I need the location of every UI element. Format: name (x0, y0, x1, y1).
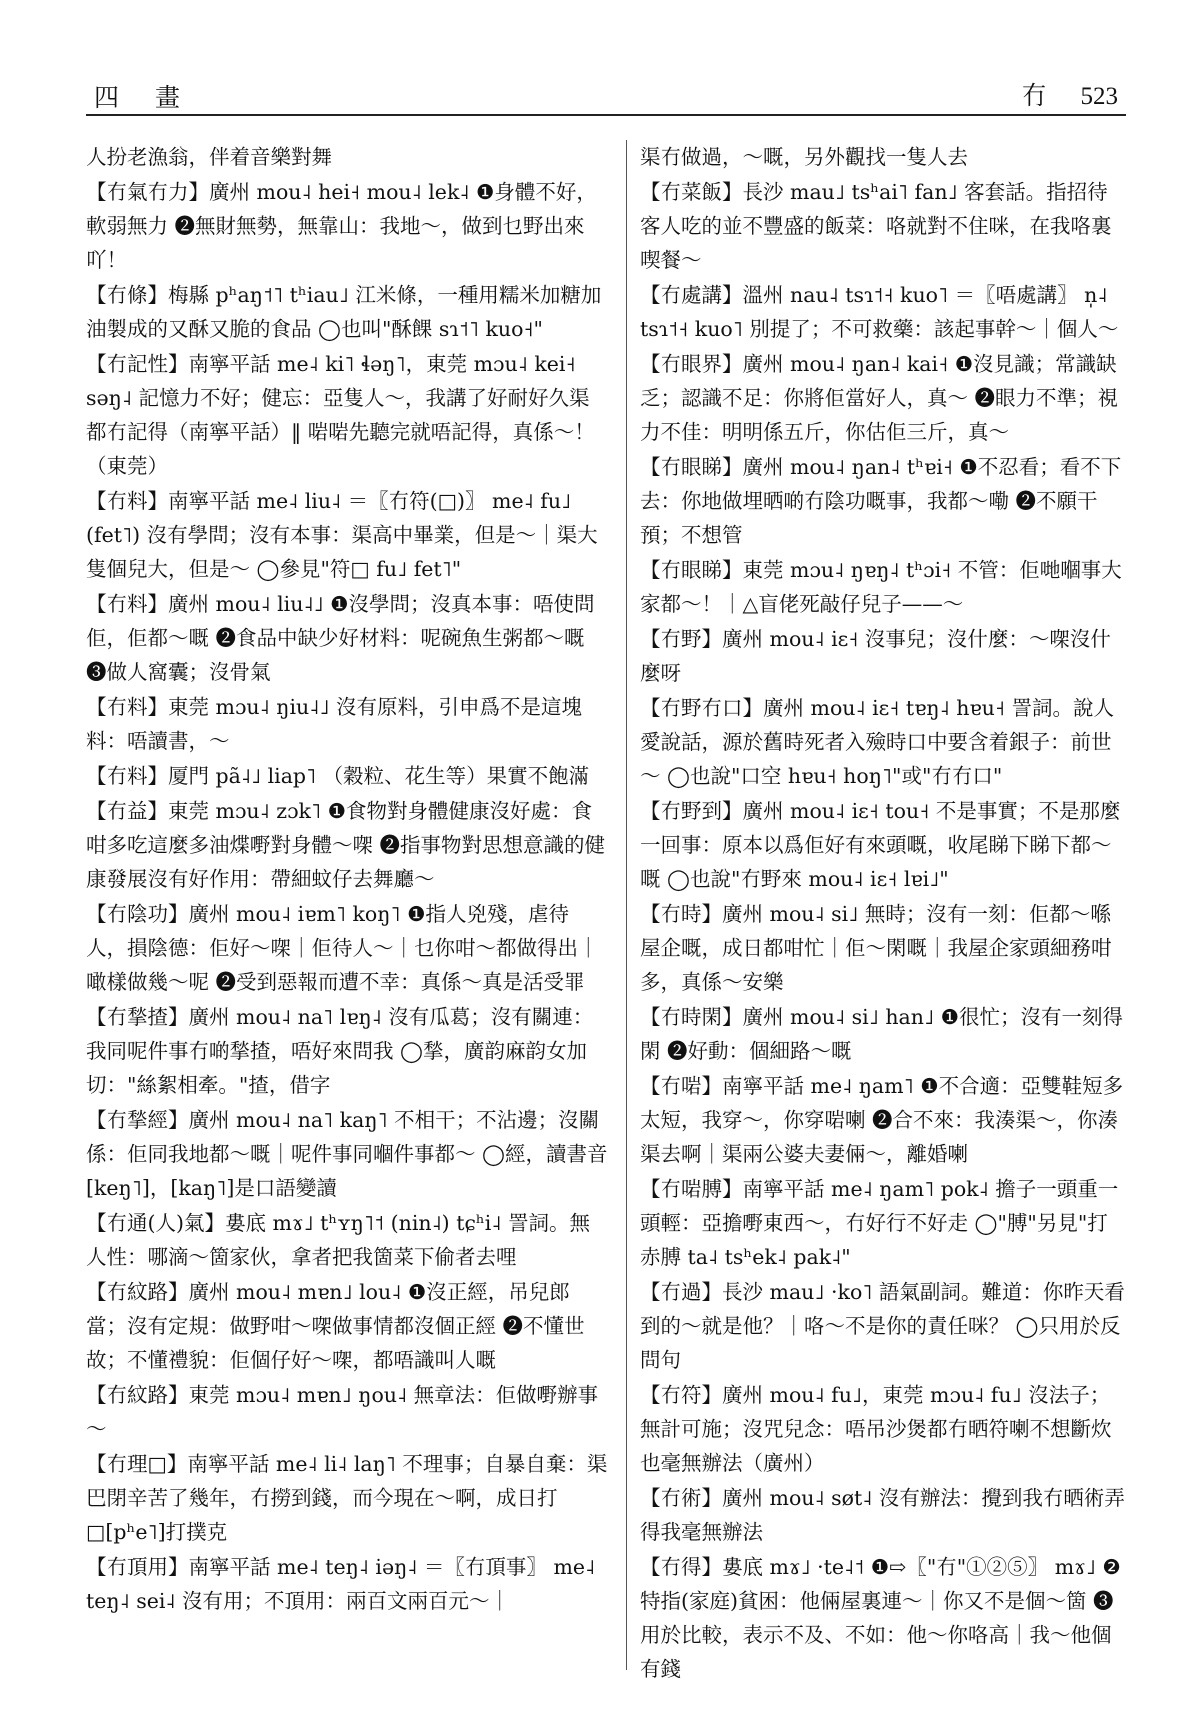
section-label: 四 畫 (94, 83, 194, 112)
dictionary-entry: 【冇野】廣州 mou˨ iɛ˧ 沒事兒；沒什麼：～㗎沒什麼呀 (640, 627, 1111, 685)
dictionary-entry: 人扮老漁翁，伴着音樂對舞 (86, 145, 332, 169)
dictionary-entry: 【冇料】厦門 pã˨˩ liap˥ （穀粒、花生等）果實不飽滿 (86, 764, 590, 788)
dictionary-entry: 【冇記性】南寧平話 me˨ ki˥ ɬəŋ˥，東莞 mɔu˨ kei˧ səŋ˨ 記憶力不好；健忘：亞隻人～，我講了好耐好久渠都冇記得（南寧平話）‖ 啱啱先聽完就唔記得，真係～！（東莞） (86, 352, 595, 478)
dictionary-entry: 【冇揫揸】廣州 mou˨ na˥ lɐŋ˨ 沒有瓜葛；沒有關連：我同呢件事冇啲揫揸，唔好來問我 ◯揫，廣韵麻韵女加切："絲絮相牽。"揸，借字 (86, 1005, 594, 1097)
dictionary-entry: 【冇時】廣州 mou˨ si˩ 無時；沒有一刻：佢都～喺屋企嘅，成日都咁忙｜佢～閑嘅｜我屋企家頭細務咁多，真係～安樂 (640, 902, 1112, 994)
dictionary-entry: 【冇啱膊】南寧平話 me˨ ŋam˥ pok˨ 擔子一頭重一頭輕：亞擔嘢東西～，冇好行不好走 ◯"膊"另見"打赤膊 ta˨ tsʰek˨ pak˨" (640, 1177, 1119, 1269)
dictionary-entry: 【冇菜飯】長沙 mau˩ tsʰai˥ fan˩ 客套話。指招待客人吃的並不豐盛的飯菜：咯就對不住咪，在我咯裏喫餐～ (640, 180, 1112, 272)
running-head (1022, 76, 1118, 112)
dictionary-entry: 【冇野到】廣州 mou˨ iɛ˧ tou˧ 不是事實；不是那麼一回事：原本以爲佢好有來頭嘅，收尾睇下睇下都～嘅 ◯也說"冇野來 mou˨ iɛ˧ lɐi˩" (640, 799, 1121, 891)
dictionary-entry: 【冇野冇口】廣州 mou˨ iɛ˧ tɐŋ˨ hɐu˧ 詈詞。說人愛說話，源於舊時死者入殮時口中要含着銀子：前世～ ◯也說"口空 hɐu˧ hoŋ˥"或"冇冇口" (640, 696, 1114, 788)
dictionary-entry: 【冇理□】南寧平話 me˨ li˨ laŋ˥ 不理事；自暴自棄：渠巴閉辛苦了幾年，冇撈到錢，而今現在～啊，成日打□[pʰe˥]打撲克 (86, 1452, 608, 1544)
header-rule (86, 114, 1126, 116)
dictionary-entry: 【冇過】長沙 mau˩ ·ko˥ 語氣副詞。難道：你昨天看到的～就是他？｜咯～不是你的責任咪？ ◯只用於反問句 (640, 1280, 1125, 1372)
page-header (86, 70, 1126, 116)
dictionary-entry: 【冇眼睇】廣州 mou˨ ŋan˨ tʰɐi˧ ❶不忍看；看不下去：你地做埋晒啲冇陰功嘅事，我都～嘞 ❷不願干預；不想管 (640, 455, 1122, 547)
dictionary-entry: 【冇陰功】廣州 mou˨ iɐm˥ koŋ˥ ❶指人兇殘，虐待人，損陰德：佢好～㗎｜佢待人～｜乜你咁～都做得出｜噉樣做幾～呢 ❷受到惡報而遭不幸：真係～真是活受罪 (86, 902, 599, 994)
dictionary-entry: 【冇料】南寧平話 me˨ liu˨ ＝〖冇符(□)〗 me˨ fu˩ (fet˥) 沒有學問；沒有本事：渠高中畢業，但是～｜渠大隻個兒大，但是～ ◯參見"符□ fu˩ fet˥" (86, 489, 598, 581)
page-number: 523 (1080, 83, 1118, 110)
dictionary-entry: 【冇頂用】南寧平話 me˨ teŋ˨ iəŋ˨ ＝〖冇頂事〗 me˨ teŋ˨ sei˨ 沒有用；不頂用：兩百文兩百元～｜ (86, 1555, 596, 1613)
dictionary-entry: 【冇啱】南寧平話 me˨ ŋam˥ ❶不合適：亞雙鞋短多太短，我穿～，你穿啱喇 ❷合不來：我湊渠～，你湊渠去啊｜渠兩公婆夫妻倆～，離婚喇 (640, 1074, 1124, 1166)
dictionary-entry: 【冇通(人)氣】婁底 mɤ˩ tʰʏŋ˥˦ (nin˨) tɕʰi˨ 詈詞。無人性：哪滴～箇家伙，拿者把我箇菜下偷者去哩 (86, 1211, 590, 1269)
dictionary-entry: 【冇條】梅縣 pʰaŋ˦˥ tʰiau˩ 江米條，一種用糯米加糖加油製成的又酥又脆的食品 ◯也叫"酥餜 sɿ˦˥ kuo˧" (86, 283, 602, 341)
head-character: 冇 (1021, 81, 1047, 110)
dictionary-entry: 【冇時閑】廣州 mou˨ si˩ han˩ ❶很忙；沒有一刻得閑 ❷好動：個細路～嘅 (640, 1005, 1123, 1063)
left-column (86, 140, 608, 1680)
column-divider (626, 140, 627, 1670)
right-column (640, 140, 1128, 1680)
dictionary-entry: 【冇得】婁底 mɤ˩ ·te˨˦ ❶⇨〖"冇"①②⑤〗 mɤ˩ ❷特指(家庭)貧困：他倆屋裏連～｜你又不是個～箇 ❸用於比較，表示不及、不如：他～你咯高｜我～他個有錢 (640, 1555, 1121, 1680)
dictionary-entry: 【冇紋路】東莞 mɔu˨ mɐn˩ ŋou˨ 無章法：佢做嘢辦事～ (86, 1383, 599, 1441)
dictionary-entry: 【冇揫經】廣州 mou˨ na˥ kaŋ˥ 不相干；不沾邊；沒關係：佢同我地都～嘅｜呢件事同嗰件事都～ ◯經，讀書音[keŋ˥]，[kaŋ˥]是口語變讀 (86, 1108, 608, 1200)
dictionary-entry: 【冇術】廣州 mou˨ søt˨ 沒有辦法：攪到我冇晒術弄得我毫無辦法 (640, 1486, 1125, 1544)
dictionary-entry: 【冇處講】溫州 nau˨ tsɿ˦˧ kuo˥ ＝〖唔處講〗 n̩˨ tsɿ˦˧ kuo˥ 別提了；不可救藥：該起事幹～｜個人～ (640, 283, 1119, 341)
dictionary-entry: 【冇眼界】廣州 mou˨ ŋan˨ kai˧ ❶沒見識；常識缺乏；認識不足：你將佢當好人，真～ ❷眼力不準；視力不佳：明明係五斤，你估佢三斤，真～ (640, 352, 1119, 444)
dictionary-entry: 【冇紋路】廣州 mou˨ mɐn˩ lou˨ ❶沒正經，吊兒郎當；沒有定規：做野咁～㗎做事情都沒個正經 ❷不懂世故；不懂禮貌：佢個仔好～㗎，都唔識叫人嘅 (86, 1280, 585, 1372)
dictionary-entry: 【冇氣冇力】廣州 mou˨ hei˧ mou˨ lek˨ ❶身體不好，軟弱無力 ❷無財無勢，無靠山：我地～，做到乜野出來吖！ (86, 180, 597, 272)
dictionary-entry: 【冇料】東莞 mɔu˨ ŋiu˨˩ 沒有原料，引申爲不是這塊料：唔讀書，～ (86, 695, 582, 753)
dictionary-entry: 【冇料】廣州 mou˨ liu˨˩ ❶沒學問；沒真本事：唔使問佢，佢都～嘅 ❷食品中缺少好材料：呢碗魚生粥都～嘅 ❸做人窩囊；沒骨氣 (86, 592, 595, 684)
dictionary-entry: 【冇符】廣州 mou˨ fu˩，東莞 mɔu˨ fu˩ 沒法子；無計可施；沒咒兒念：唔吊沙煲都冇晒符喇不想斷炊也毫無辦法（廣州） (640, 1383, 1112, 1475)
dictionary-entry: 渠冇做過，～嘅，另外觀找一隻人去 (640, 145, 968, 169)
dictionary-entry: 【冇眼睇】東莞 mɔu˨ ŋɐŋ˨ tʰɔi˧ 不管：佢哋嗰事大家都～！｜△盲佬死敲仔兒子——～ (640, 558, 1122, 616)
dictionary-entry: 【冇益】東莞 mɔu˨ zɔk˥ ❶食物對身體健康沒好處：食咁多吃這麼多油煠嘢對身體～㗎 ❷指事物對思想意識的健康發展沒有好作用：帶細蚊仔去舞廳～ (86, 799, 606, 891)
